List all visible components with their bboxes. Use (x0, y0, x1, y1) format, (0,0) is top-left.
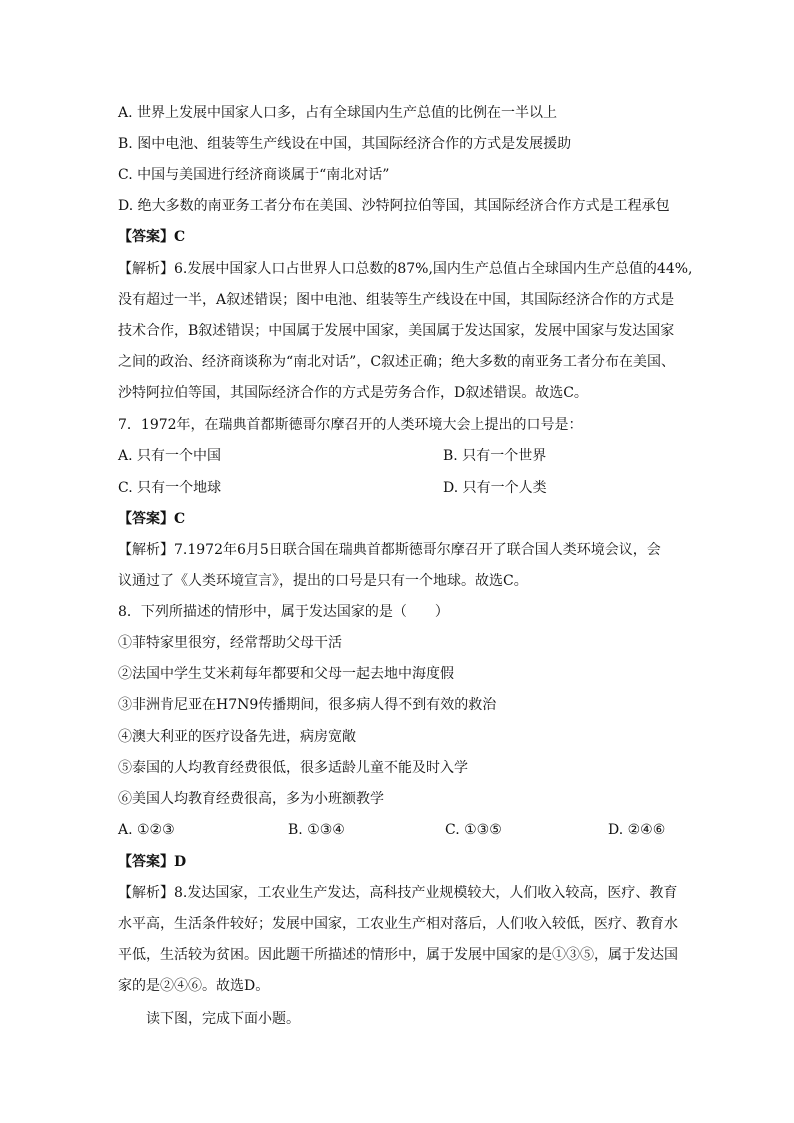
q7-analysis-line-1: 【解析】7.1972年6月5日联合国在瑞典首都斯德哥尔摩召开了联合国人类环境会议，会 (118, 542, 661, 558)
q6-option-c: C. 中国与美国进行经济商谈属于“南北对话” (118, 167, 390, 183)
q8-item-2: ②法国中学生艾米莉每年都要和父母一起去地中海度假 (118, 666, 454, 682)
q8-answer: 【答案】D (118, 854, 187, 870)
q7-option-c: C. 只有一个地球 (118, 480, 222, 496)
q8-item-6: ⑥美国人均教育经费很高，多为小班额教学 (118, 791, 384, 807)
q7-option-b: B. 只有一个世界 (443, 448, 547, 464)
q8-analysis-line-1: 【解析】8.发达国家，工农业生产发达，高科技产业规模较大，人们收入较高，医疗、教育 (118, 885, 678, 901)
q6-option-b: B. 图中电池、组装等生产线设在中国，其国际经济合作的方式是发展援助 (118, 136, 572, 152)
q6-option-d: D. 绝大多数的南亚务工者分布在美国、沙特阿拉伯等国，其国际经济合作方式是工程承包 (118, 198, 670, 214)
q7-analysis-line-2: 议通过了《人类环境宣言》，提出的口号是只有一个地球。故选C。 (118, 573, 528, 589)
q8-item-4: ④澳大利亚的医疗设备先进，病房宽敞 (118, 729, 356, 745)
q8-option-a: A. ①②③ (118, 822, 175, 838)
next-question-prompt: 读下图，完成下面小题。 (146, 1011, 300, 1027)
q6-analysis-line-3: 技术合作，B叙述错误；中国属于发展中国家，美国属于发达国家，发展中国家与发达国家 (118, 323, 675, 339)
q7-option-a: A. 只有一个中国 (118, 448, 222, 464)
q6-option-a: A. 世界上发展中国家人口多，占有全球国内生产总值的比例在一半以上 (118, 105, 558, 121)
q8-analysis-line-3: 平低，生活较为贫困。因此题干所描述的情形中，属于发展中国家的是①③⑤，属于发达国 (118, 947, 678, 963)
q8-item-5: ⑤泰国的人均教育经费很低，很多适龄儿童不能及时入学 (118, 760, 468, 776)
q8-option-b: B. ①③④ (288, 822, 345, 838)
q6-answer: 【答案】C (118, 229, 186, 245)
q8-option-d: D. ②④⑥ (608, 822, 666, 838)
q8-analysis-line-4: 家的是②④⑥。故选D。 (118, 978, 270, 994)
q8-analysis-line-2: 水平高，生活条件较好；发展中国家，工农业生产相对落后，人们收入较低，医疗、教育水 (118, 916, 678, 932)
q7-answer: 【答案】C (118, 511, 186, 527)
q7-option-d: D. 只有一个人类 (443, 480, 547, 496)
q6-analysis-line-5: 沙特阿拉伯等国，其国际经济合作的方式是劳务合作，D叙述错误。故选C。 (118, 385, 588, 401)
q6-analysis-line-1: 【解析】6.发展中国家人口占世界人口总数的87%,国内生产总值占全球国内生产总值的44%, (118, 261, 693, 277)
q8-item-1: ①菲特家里很穷，经常帮助父母干活 (118, 635, 342, 651)
q6-analysis-line-4: 之间的政治、经济商谈称为“南北对话”，C叙述正确；绝大多数的南亚务工者分布在美国、 (118, 354, 676, 370)
q8-option-c: C. ①③⑤ (445, 822, 502, 838)
q8-stem: 8．下列所描述的情形中，属于发达国家的是（ ） (118, 604, 449, 620)
q6-analysis-line-2: 没有超过一半，A叙述错误；图中电池、组装等生产线设在中国，其国际经济合作的方式是 (118, 292, 675, 308)
q8-item-3: ③非洲肯尼亚在H7N9传播期间，很多病人得不到有效的救治 (118, 697, 497, 713)
q7-stem: 7．1972年，在瑞典首都斯德哥尔摩召开的人类环境大会上提出的口号是： (118, 417, 583, 433)
